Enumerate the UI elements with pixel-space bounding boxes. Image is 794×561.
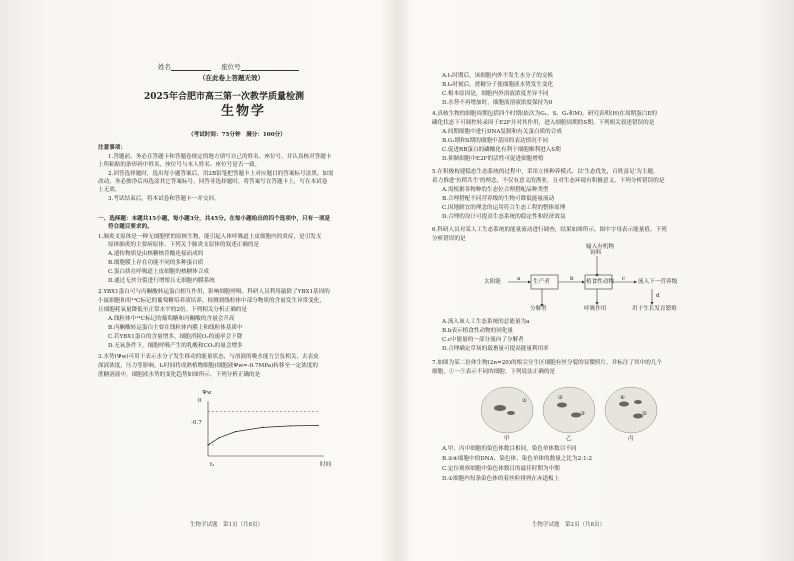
notice: （在此卷上答题无效）	[199, 74, 264, 82]
instruction-line: 3.考试结束后，将本试卷和答题卡一并交回。	[108, 196, 220, 202]
q2-option: A.线粒体中¹⁴C标记的葡萄糖和丙酮酸的含量会升高	[108, 316, 235, 322]
q6-option: C.c中能量的一部分流向了分解者	[442, 337, 524, 343]
instruction-line: 上所粘贴的条形码中姓名、座位号与本人姓名、座位号是否一致。	[98, 162, 261, 168]
arrowhead	[634, 281, 637, 284]
cell-label: ④	[620, 395, 626, 401]
diagram-sun: 太阳能	[484, 279, 501, 285]
name-label: 姓名	[158, 63, 171, 71]
q4-option: B.G₁期和S期的细胞中基因的表达情况不同	[442, 138, 548, 144]
q2-option: C.若YBX1蛋白的含量增多，细胞消耗O₂的速率会下降	[108, 334, 243, 340]
section-heading: 一、选择题：本题共15小题，每小题3分，共45分。在每小题给出的四个选项中，只有一项是	[98, 216, 331, 222]
diagram-next-level: 流入下一营养级	[638, 279, 678, 285]
arrowhead	[651, 302, 654, 305]
diagram-decomposer: 分解者	[530, 306, 547, 312]
page-left	[98, 0, 398, 561]
q4-option: D.抑制细胞中E2F的活性可促进细胞增殖	[442, 156, 544, 162]
name-blank	[171, 64, 211, 71]
micrograph-panel-jia	[481, 387, 533, 433]
q3-stem: 深液浓度，压力等影响。t₁时间将成熟植物细胞(细胞液Ψw=-0.7MPa)转移至一定浓度的	[98, 363, 319, 369]
page-footer: 生物学试题 第1页（共8页）	[190, 522, 263, 528]
seat-blank	[241, 64, 299, 71]
page-footer: 生物学试题 第2页（共8页）	[532, 522, 605, 528]
q2-option: D.无氧条件下，细胞呼吸产生的乳酸和CO₂的量会增多	[108, 343, 243, 349]
panel-label-jia: 甲	[504, 436, 510, 442]
q1-stem: 原体肺炎的主要病原体。下列关于肺炎支原体的叙述正确的是	[108, 242, 260, 248]
name-field	[158, 64, 299, 71]
diagram-label-d: d	[656, 293, 660, 299]
q7-micrograph	[412, 380, 724, 440]
q3-stem: 3.水势(Ψw)可用于表示水分子发生移动的能量状态，与溶液的吸水能力呈负相关，去表皮	[98, 354, 319, 360]
data-point	[218, 437, 219, 438]
q1-option: A.遗传物质是由核糖核苷酸连接而成的	[108, 251, 204, 257]
micrograph-panel-yi	[543, 387, 595, 433]
instructions-heading: 注意事项：	[98, 145, 126, 151]
page-right	[412, 0, 724, 561]
chromosome-mark	[557, 403, 567, 408]
q6-energy-flow-diagram	[412, 244, 724, 314]
q1-stem: 1.肺炎支原体是一种无细胞壁的原核生物，能引起人体呼吸道上皮细胞内的炎症，是引发支	[98, 234, 322, 240]
section-heading-cont: 符合题目要求的。	[108, 224, 153, 230]
diagram-top-input: 输入有机物	[586, 244, 614, 250]
arrowhead	[596, 274, 599, 277]
q6-option: A.流入该人工生态系统的总能量为a	[442, 319, 530, 325]
q3-y-axis-label: Ψw	[202, 390, 212, 396]
q3-x-axis-label: 时间	[320, 462, 332, 468]
q7-option: C.定位观察细胞中染色体数目的最佳时期为中期	[442, 466, 560, 472]
q7-option: D.①细胞内每条染色体的着丝粒排列在赤道板上	[442, 476, 560, 482]
chromosome-mark	[619, 402, 629, 407]
q6-stem: 6.科研人员对某人工生态系统的能量流动进行调查，结果如图所示，图中字母表示能量值。下列	[432, 227, 667, 233]
seat-label: 座位号	[221, 63, 241, 71]
q1-option: B.细胞膜上存在功能不同的多种蛋白质	[108, 260, 204, 266]
arrowhead	[528, 281, 531, 284]
q3-option: B.t₂时刻后，蔗糖分子使细胞液水势发生变化	[442, 82, 554, 88]
panel-label-yi: 乙	[566, 436, 572, 442]
subject-title: 生物学	[221, 104, 267, 119]
q6-option: B.b表示植食性动物的同化量	[442, 328, 514, 334]
q3-x-tick: t₁	[210, 462, 215, 468]
q7-option: B.②④细胞中的DNA、染色体、染色单体的数量之比为2:1:2	[442, 456, 593, 462]
diagram-primary: 植食性动物	[586, 279, 614, 285]
q2-stem: 且细胞耗氧量降低至正常水平的2倍。下列相关分析正确的是	[98, 307, 247, 313]
time-score: （考试时间：75分钟 满分：100分）	[188, 132, 286, 138]
q1-option: C.蛋白质在呼吸道上皮细胞的核糖体合成	[108, 269, 209, 275]
q3-option: C.根本原因是，细胞内外溶液浓度差异不同	[442, 91, 549, 97]
q5-option: A.需根据各物种的生态位合理搭配品种类型	[442, 187, 549, 193]
instruction-line: 上无效。	[98, 187, 121, 193]
q2-stem: 小鼠细胞和用¹⁴C标记的葡萄糖培养液培养，检测到线粒体中部分物质的含量发生异常变化，	[98, 298, 325, 304]
data-point	[207, 444, 208, 445]
q3-y-tick: 0	[198, 398, 202, 404]
diagram-respiration: 呼吸作用	[584, 306, 607, 312]
chromosome-mark	[494, 405, 506, 411]
exam-title: 2025年合肥市高三第一次教学质量检测	[144, 92, 305, 102]
q4-stem: 磷化状态下可调控转录因子E2F并对其作用，进入细胞周期的S期。下列相关叙述错误的是	[432, 120, 655, 126]
cell-label: ②	[558, 395, 564, 401]
q3-line-chart	[98, 385, 398, 485]
micrograph-panel-bing	[605, 387, 657, 433]
q1-option: D.通过无丝分裂进行增殖且无细胞内膜系统	[108, 278, 215, 284]
panel-label-bing: 丙	[628, 436, 634, 442]
q5-option: D.合理的设计可提高生态系统的稳定性和经济效益	[442, 214, 566, 220]
q3-y-tick: -0.7	[191, 420, 202, 426]
data-point	[235, 431, 236, 432]
q5-stem: 5.在积极构建稳态生态系统的过程中，采用立体种养模式，以'生态优先，百姓富足'为主题，	[432, 169, 659, 175]
data-point	[262, 427, 263, 428]
chromosome-mark	[634, 400, 642, 404]
q4-stem: 4.真核生物的细胞周期包括四个时期(依次为G₁、S、G₂和M)。研究表明(H)在周期蛋白E的	[432, 111, 658, 117]
q3-option: D.水势不再增加时，细胞液溶液浓度保持为0	[442, 100, 553, 106]
cell-label: ③	[580, 411, 586, 417]
q4-option: C.促进RB蛋白的磷酸化有利于细胞顺利进入S期	[442, 147, 561, 153]
arrowhead	[582, 281, 585, 284]
q7-stem: 细胞，①～⑤表示不同的细胞。下列说法正确的是	[432, 369, 556, 375]
q5-option: B.合理搭配不同营养级的生物可降低能量流动	[442, 196, 555, 202]
q5-option: C.因地制宜的理念的运用符合生态工程的整体原理	[442, 205, 566, 211]
instruction-line: 2.回答选择题时，选出每小题答案后，用2B铅笔把答题卡上对应题目的答案标号涂黑。如需	[108, 171, 334, 177]
arrowhead	[596, 302, 599, 305]
diagram-feed: 饲料	[590, 250, 602, 256]
diagram-arrows	[508, 256, 652, 304]
q3-stem: 蔗糖溶液中，细胞液水势的变化趋势如图所示。下列分析正确的是	[98, 372, 261, 378]
chromosome-mark	[507, 411, 515, 415]
diagram-producer: 生产者	[533, 279, 550, 285]
diagram-label-b: b	[570, 276, 574, 282]
q4-option: A.间期细胞中进行DNA复制和有关蛋白质的合成	[442, 129, 562, 135]
q6-option: D.合理确定草场的载畜量可提高能量利用率	[442, 346, 549, 352]
instruction-line: 1.答题前，务必在答题卡和答题卷规定的地方填写自己的姓名、座位号，并认真核对答题卡	[108, 154, 332, 160]
q6-stem: 分析错误的是	[432, 236, 466, 242]
cell-label: ⑤	[642, 411, 648, 417]
q7-option: A.甲、丙中细胞的染色体数目相同，染色单体数目不同	[442, 446, 577, 452]
cell-label: ①	[522, 398, 528, 404]
instruction-line: 改动，务必擦净后再选涂其它答案标号。回答非选择题时，将答案写在答题卡上，写在本试卷	[98, 179, 328, 185]
q2-option: B.丙酮酸转运蛋白主要在线粒体内膜上和线粒体基质中	[108, 325, 243, 331]
q5-stem: 着力推进'鱼稻共生'的理念，不仅有意义的渔业，且对生态环境有积极意义。下列分析错误的是	[432, 178, 665, 184]
diagram-growth: 用于生长发育繁殖	[632, 306, 677, 312]
series-line	[208, 426, 318, 445]
diagram-label-c: c	[622, 276, 626, 282]
diagram-label-a: a	[517, 276, 521, 282]
data-point	[317, 425, 318, 426]
q7-stem: 7.如图为某二倍体生物(2n=20)的根尖分生区细胞有丝分裂的显微照片，并标注了其中的几个	[432, 360, 663, 366]
q3-option: A.t₁时期后，该细胞内外不发生水分子的交换	[442, 73, 553, 79]
q2-stem: 2.YBX1蛋白可与丙酮酸转运蛋白相互作用，影响细胞呼吸。科研人员利用敲除了YBX1基因的	[98, 289, 330, 295]
data-point	[290, 425, 291, 426]
